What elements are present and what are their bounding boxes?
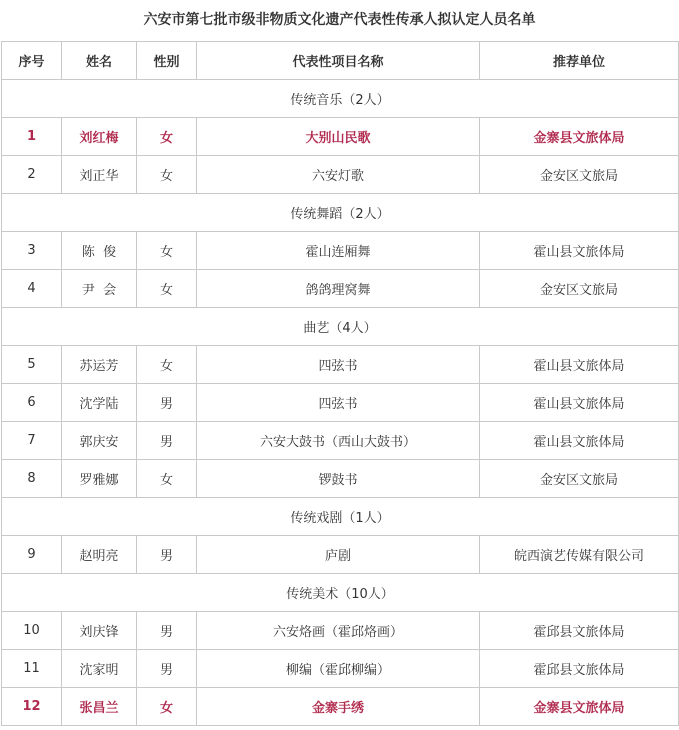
header-project: 代表性项目名称	[197, 42, 480, 80]
page-title: 六安市第七批市级非物质文化遗产代表性传承人拟认定人员名单	[143, 12, 536, 28]
cell-unit: 霍邱县文旅体局	[480, 650, 679, 688]
cell-no: 8	[2, 460, 62, 498]
table-row	[2, 118, 679, 156]
cell-project: 四弦书	[197, 346, 480, 384]
cell-project: 六安烙画（霍邱烙画）	[197, 612, 480, 650]
cell-project: 四弦书	[197, 384, 480, 422]
cell-project: 六安大鼓书（西山大鼓书）	[197, 422, 480, 460]
cell-gender: 男	[137, 612, 197, 650]
cell-name: 尹 会	[62, 270, 137, 308]
cell-gender: 女	[137, 232, 197, 270]
cell-gender: 女	[137, 460, 197, 498]
cell-unit: 霍山县文旅体局	[480, 422, 679, 460]
cell-name: 沈家明	[62, 650, 137, 688]
cell-unit: 霍邱县文旅体局	[480, 612, 679, 650]
header-gender: 性别	[137, 42, 197, 80]
cell-gender: 女	[137, 270, 197, 308]
category-row	[2, 194, 679, 232]
cell-name: 沈学陆	[62, 384, 137, 422]
cell-gender: 男	[137, 536, 197, 574]
category-label: 传统舞蹈（2人）	[2, 194, 679, 232]
table-row	[2, 536, 679, 574]
table-row	[2, 612, 679, 650]
cell-gender: 女	[137, 156, 197, 194]
cell-project: 六安灯歌	[197, 156, 480, 194]
header-no: 序号	[2, 42, 62, 80]
category-label: 传统戏剧（1人）	[2, 498, 679, 536]
table-row	[2, 650, 679, 688]
cell-unit: 金寨县文旅体局	[480, 688, 679, 726]
table-row	[2, 688, 679, 726]
cell-name: 郭庆安	[62, 422, 137, 460]
cell-project: 锣鼓书	[197, 460, 480, 498]
cell-name: 刘庆锋	[62, 612, 137, 650]
cell-project: 大别山民歌	[197, 118, 480, 156]
table-row	[2, 156, 679, 194]
category-label: 传统音乐（2人）	[2, 80, 679, 118]
cell-no: 9	[2, 536, 62, 574]
cell-name: 刘正华	[62, 156, 137, 194]
cell-name: 赵明亮	[62, 536, 137, 574]
cell-gender: 男	[137, 422, 197, 460]
cell-no: 6	[2, 384, 62, 422]
category-row	[2, 80, 679, 118]
cell-project: 金寨手绣	[197, 688, 480, 726]
cell-name: 罗雅娜	[62, 460, 137, 498]
document	[1, 0, 678, 726]
cell-unit: 霍山县文旅体局	[480, 384, 679, 422]
cell-no: 10	[2, 612, 62, 650]
cell-unit: 霍山县文旅体局	[480, 346, 679, 384]
cell-project: 霍山连厢舞	[197, 232, 480, 270]
cell-gender: 女	[137, 346, 197, 384]
cell-no: 2	[2, 156, 62, 194]
table-row	[2, 232, 679, 270]
cell-no: 12	[2, 688, 62, 726]
table-row	[2, 422, 679, 460]
cell-name: 张昌兰	[62, 688, 137, 726]
header-name: 姓名	[62, 42, 137, 80]
cell-gender: 男	[137, 650, 197, 688]
cell-unit: 金安区文旅局	[480, 460, 679, 498]
cell-gender: 男	[137, 384, 197, 422]
category-label: 传统美术（10人）	[2, 574, 679, 612]
cell-no: 3	[2, 232, 62, 270]
cell-gender: 女	[137, 688, 197, 726]
cell-unit: 霍山县文旅体局	[480, 232, 679, 270]
table-header-row	[2, 42, 679, 80]
cell-project: 鸽鸽理窝舞	[197, 270, 480, 308]
cell-unit: 皖西演艺传媒有限公司	[480, 536, 679, 574]
category-label: 曲艺（4人）	[2, 308, 679, 346]
header-unit: 推荐单位	[480, 42, 679, 80]
table-row	[2, 460, 679, 498]
cell-no: 7	[2, 422, 62, 460]
table-row	[2, 270, 679, 308]
cell-no: 11	[2, 650, 62, 688]
category-row	[2, 574, 679, 612]
cell-no: 4	[2, 270, 62, 308]
category-row	[2, 498, 679, 536]
cell-name: 刘红梅	[62, 118, 137, 156]
cell-name: 苏运芳	[62, 346, 137, 384]
cell-no: 1	[2, 118, 62, 156]
table-row	[2, 384, 679, 422]
cell-no: 5	[2, 346, 62, 384]
cell-gender: 女	[137, 118, 197, 156]
cell-unit: 金安区文旅局	[480, 156, 679, 194]
cell-project: 庐剧	[197, 536, 480, 574]
cell-unit: 金安区文旅局	[480, 270, 679, 308]
cell-unit: 金寨县文旅体局	[480, 118, 679, 156]
cell-name: 陈 俊	[62, 232, 137, 270]
inheritor-table	[1, 41, 679, 726]
table-row	[2, 346, 679, 384]
category-row	[2, 308, 679, 346]
cell-project: 柳编（霍邱柳编）	[197, 650, 480, 688]
